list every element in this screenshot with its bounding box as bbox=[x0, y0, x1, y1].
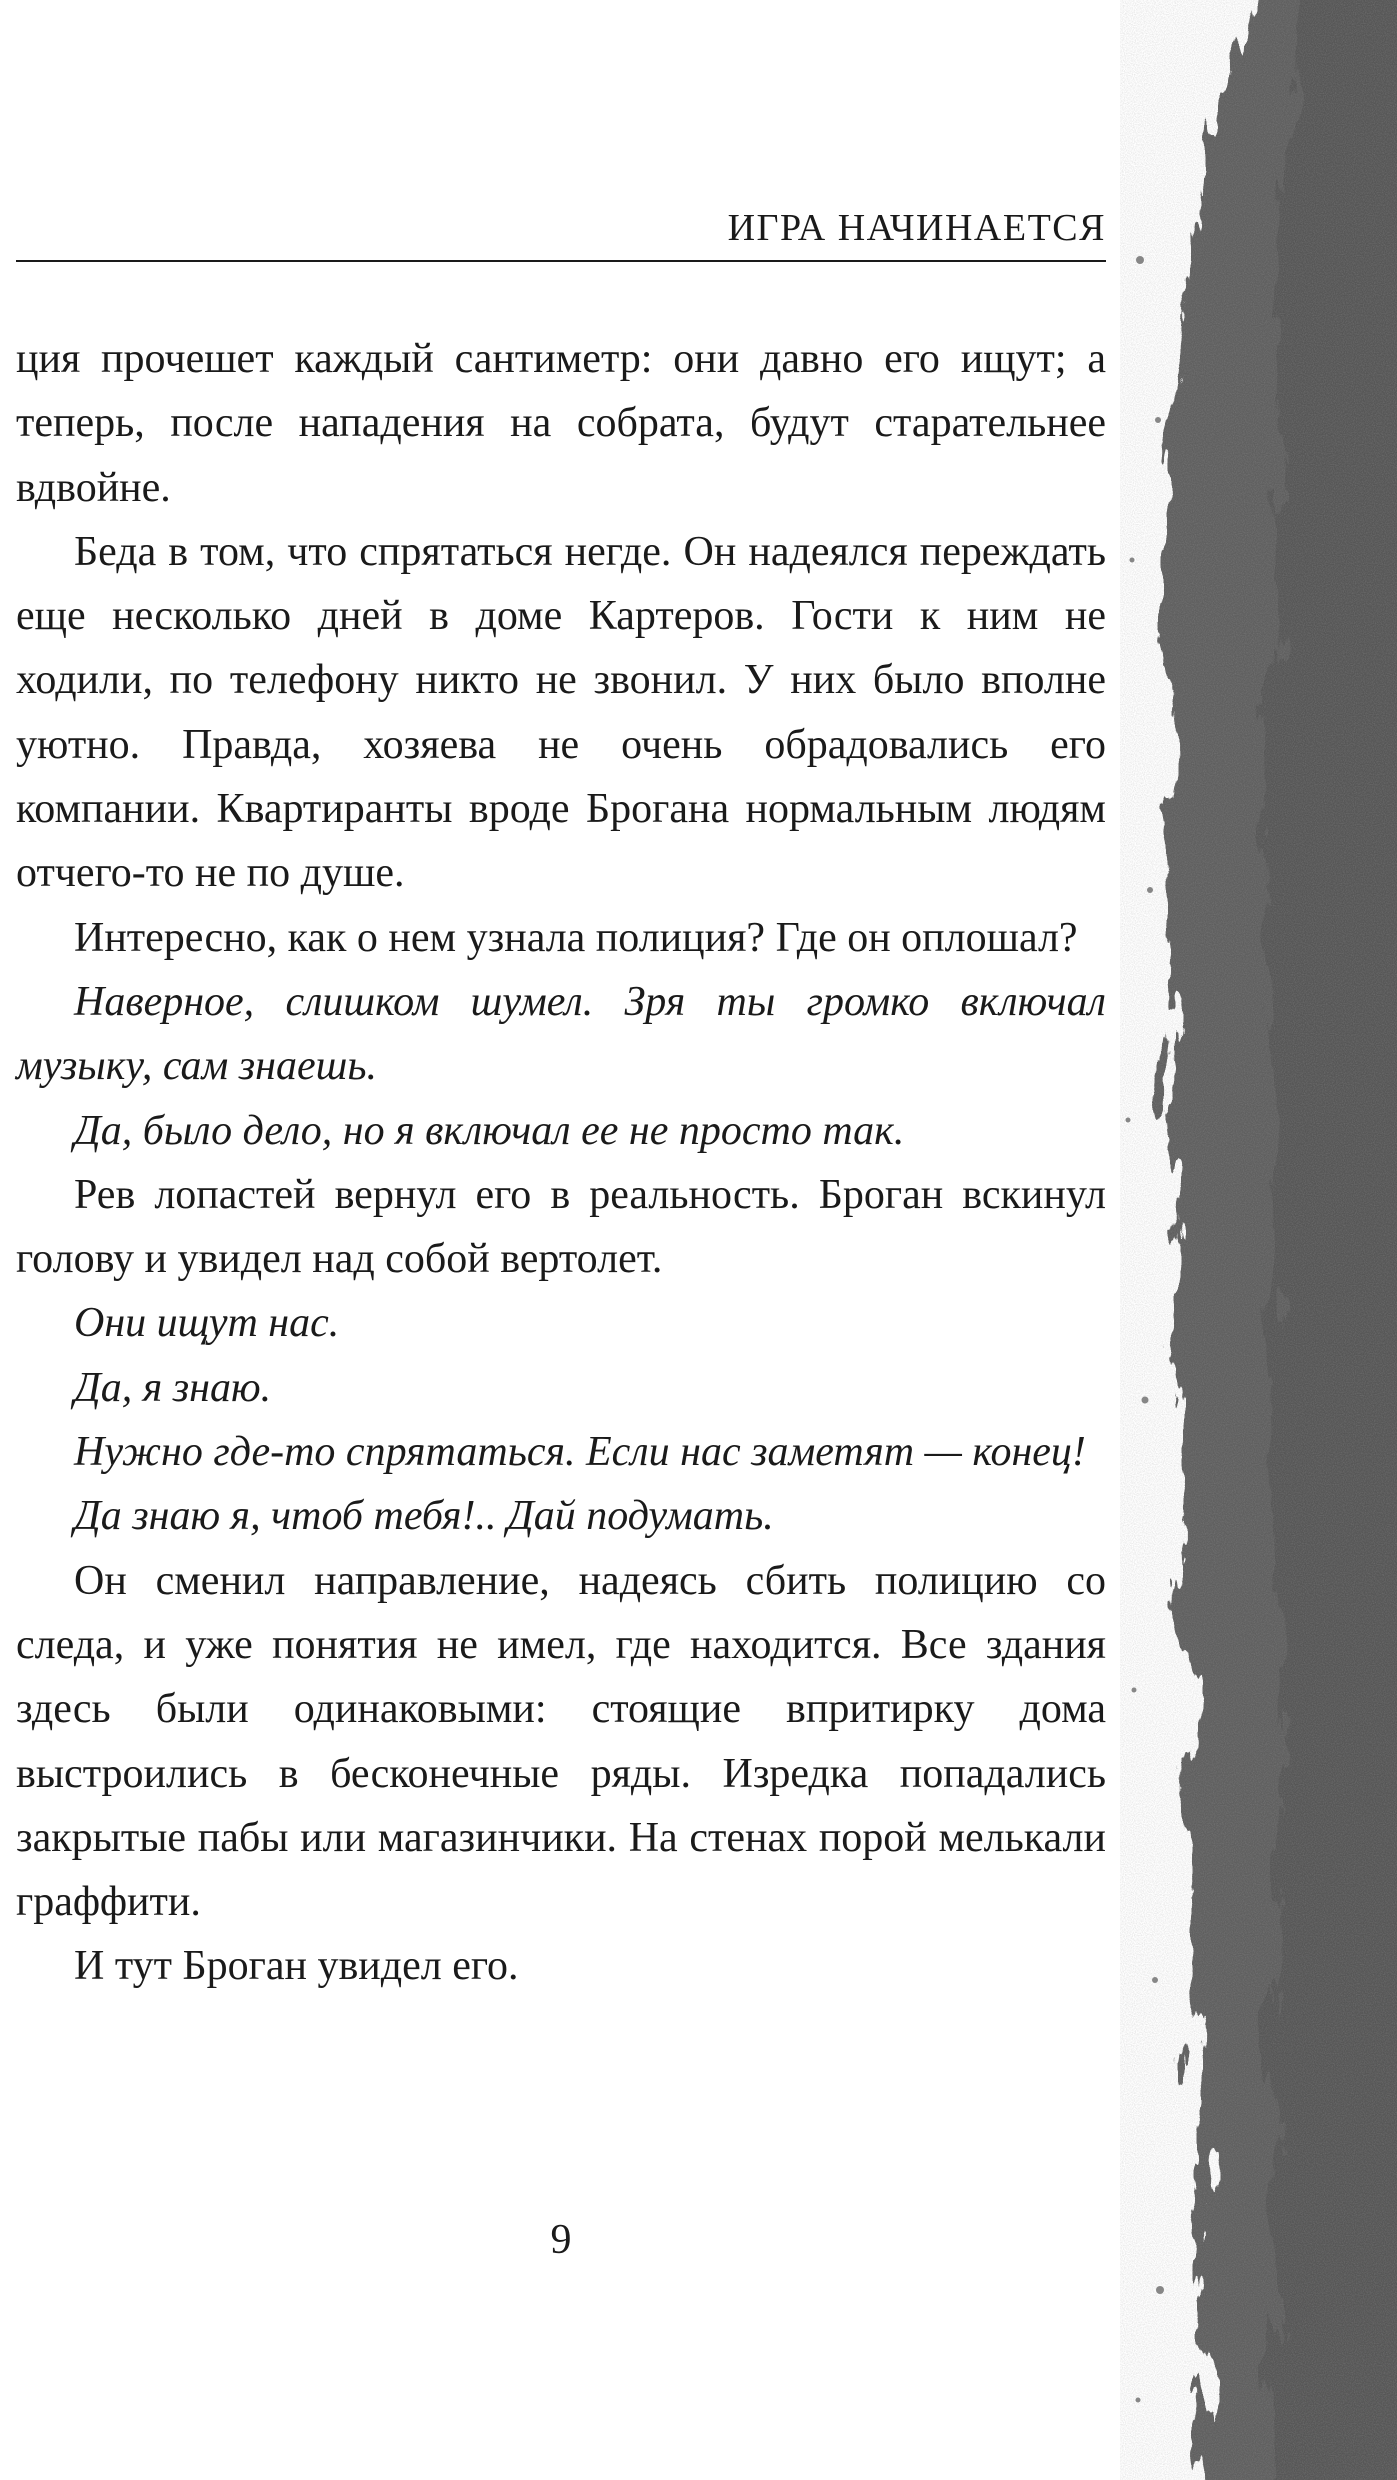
paragraph-4: Рев лопастей вернул его в реальность. Броган вскинул голову и увидел над собой вертолет. bbox=[16, 1171, 1106, 1283]
paragraph-5: Он сменил направление, надеясь сбить полицию со следа, и уже понятия не имел, где находится. Все здания здесь были одинаковыми: стоящие впритирку дома выстроились в бесконечные ряды. Изредка попадались закрытые пабы или магазинчики. На стенах порой мелькали граффити. bbox=[16, 1557, 1106, 1926]
brush-texture-edge bbox=[1120, 0, 1397, 2480]
thought-5: Нужно где-то спрятаться. Если нас заметят — конец! bbox=[74, 1429, 1086, 1476]
thought-1: Наверное, слишком шумел. Зря ты громко включал музыку, сам знаешь. bbox=[16, 978, 1106, 1090]
page-number: 9 bbox=[550, 2217, 572, 2263]
body-text bbox=[16, 327, 1106, 1999]
thought-3: Они ищут нас. bbox=[74, 1300, 340, 1347]
thought-4: Да, я знаю. bbox=[74, 1364, 272, 1411]
paragraph-1: ция прочешет каждый сантиметр: они давно его ищут; а теперь, после нападения на собрата, будут старательнее вдвойне. bbox=[16, 336, 1106, 511]
paragraph-6: И тут Броган увидел его. bbox=[74, 1943, 519, 1990]
running-title: ИГРА НАЧИНАЕТСЯ bbox=[727, 207, 1106, 249]
running-header bbox=[16, 200, 1106, 262]
thought-6: Да знаю я, чтоб тебя!.. Дай подумать. bbox=[74, 1493, 774, 1540]
thought-2: Да, было дело, но я включал ее не просто так. bbox=[74, 1107, 905, 1154]
paragraph-2: Беда в том, что спрятаться негде. Он надеялся переждать еще несколько дней в доме Картеров. Гости к ним не ходили, по телефону никто не звонил. У них было вполне уютно. Правда, хозяева не очень обрадовались его компании. Квартиранты вроде Брогана нормальным людям отчего-то не по душе. bbox=[16, 528, 1106, 897]
paragraph-3: Интересно, как о нем узнала полиция? Где он оплошал? bbox=[74, 914, 1078, 961]
